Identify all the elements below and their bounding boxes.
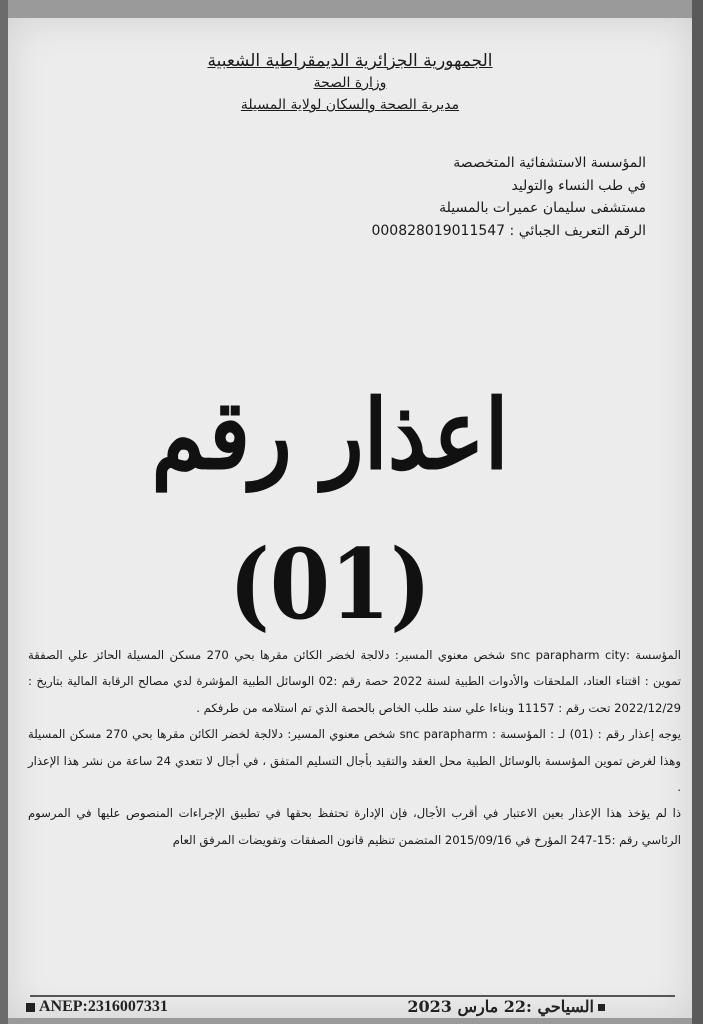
anep-reference [26,998,168,1016]
institution-line: في طب النساء والتوليد [511,177,646,194]
institution-block [316,152,646,242]
scan-left-edge [0,0,8,1024]
header-directorate: مديرية الصحة والسكان لولاية المسيلة [240,97,460,113]
square-bullet-icon [598,1004,605,1011]
publication-line [407,997,605,1016]
body-paragraph: ذا لم يؤخذ هذا الإعذار بعين الاعتبار في أقرب الأجال، فإن الإدارة تحتفظ بحقها في تطبيق الإجراءات المنصوص عليها في المرسوم الرئاسي رقم :15-247 المؤرخ في 2015/09/16 المتضمن تنظيم قانون الصفقات وتفويضات المرفق العام [28,806,681,847]
notice-body [28,642,681,853]
publication-date: السياحي :22 مارس 2023 [407,997,594,1016]
body-paragraph: يوجه إعذار رقم : (01) لـ : المؤسسة : snc parapharm شخص معنوي المسير: دلالجة لخضر الكائن مقرها بحي 270 مسكن المسيلة وهذا لغرض تموين المؤسسة بالوسائل الطبية محل العقد والتقيد بأجال التسليم المتفق ، في أجال لا تتعدي 24 ساعة من نشر هذا الإعذار . [28,727,681,795]
institution-line: المؤسسة الاستشفائية المتخصصة [453,155,646,171]
institution-line: مستشفى سليمان عميرات بالمسيلة [439,200,646,216]
notice-title: اعذار رقم (01) [151,378,509,641]
anep-number: ANEP:2316007331 [39,998,168,1015]
scan-right-edge [692,0,703,1024]
square-bullet-icon [26,1003,35,1012]
body-paragraph: المؤسسة :snc parapharm city شخص معنوي المسير: دلالجة لخضر الكائن مقرها بحي 270 مسكن المسيلة الحائز علي الصفقة تموين : اقتناء العتاد، الملحقات والأدوات الطبية لسنة 2022 حصة رقم :02 الوسائل الطبية المؤشرة لدي مصالح الرقابة المالية بتاريخ : 2022/12/29 تحت رقم : 11157 وبناءا علي سند طلب الخاص بالحصة الذي تم استلامه من طرفكم . [28,648,682,715]
header [180,50,520,116]
header-republic: الجمهورية الجزائرية الديمقراطية الشعبية [207,51,493,71]
header-ministry: وزارة الصحة [313,75,387,91]
tax-id-line: الرقم التعريف الجبائي : 000828019011547 [371,222,646,239]
